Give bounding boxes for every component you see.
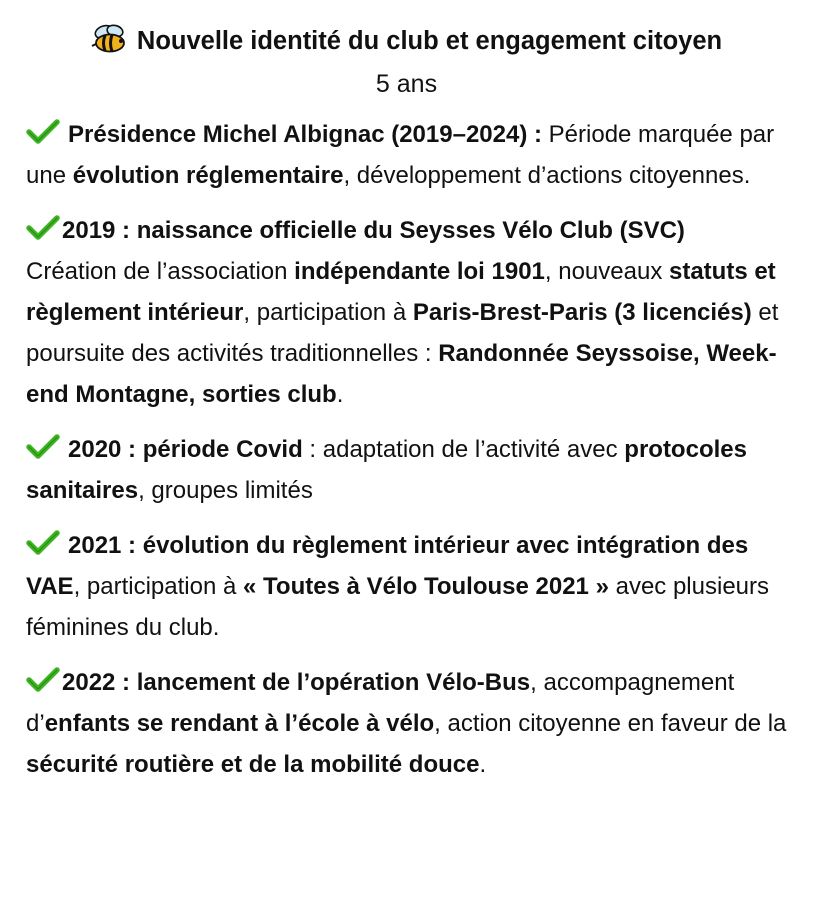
section-2019	[26, 210, 787, 415]
document-subtitle: 5 ans	[375, 70, 438, 98]
section-bold: sécurité routière et de la mobilité douce	[26, 751, 480, 778]
section-lead: 2019 : naissance officielle du Seysses Vélo Club (SVC)	[62, 217, 685, 244]
section-2022	[26, 662, 787, 785]
section-text: , développement d’actions citoyennes.	[343, 162, 751, 189]
section-bold: statuts et règlement intérieur	[26, 258, 776, 326]
section-2021	[26, 525, 787, 648]
section-lead: Présidence Michel Albignac (2019–2024) :	[68, 121, 542, 148]
section-bold: enfants se rendant à l’école à vélo	[44, 710, 435, 737]
section-text: , accompagnement d’	[26, 669, 735, 737]
section-text: Création de l’association	[26, 258, 295, 285]
section-text: , nouveaux	[544, 258, 669, 285]
section-text: et poursuite des activités traditionnelles :	[26, 299, 779, 367]
section-text: avec plusieurs féminines du club.	[26, 573, 769, 641]
section-text: , action citoyenne en faveur de la	[434, 710, 787, 737]
section-text: , groupes limités	[138, 477, 313, 504]
title-text: Nouvelle identité du club et engagement citoyen	[136, 27, 723, 55]
section-bold: Randonnée Seyssoise, Week-end Montagne, sorties club	[26, 340, 777, 408]
section-bold: évolution réglementaire	[72, 162, 344, 189]
section-lead: 2022 : lancement de l’opération Vélo-Bus	[62, 669, 531, 696]
section-text: , participation à	[243, 299, 413, 326]
section-lead: 2021 : évolution du règlement intérieur avec intégration des VAE	[26, 532, 749, 600]
section-bold: indépendante loi 1901	[294, 258, 545, 285]
check-mark-icon	[26, 667, 60, 693]
section-2020	[26, 429, 787, 511]
check-mark-icon	[26, 215, 60, 241]
section-text: Période marquée par une	[26, 121, 775, 189]
section-presidence	[26, 114, 787, 196]
section-text: , participation à	[73, 573, 244, 600]
section-lead: 2020 : période Covid	[68, 436, 303, 463]
section-bold: protocoles sanitaires	[26, 436, 747, 504]
check-mark-icon	[26, 119, 60, 145]
section-bold: Paris-Brest-Paris (3 licenciés)	[412, 299, 752, 326]
document-title	[26, 0, 787, 62]
bee-icon	[91, 24, 129, 62]
check-mark-icon	[26, 434, 60, 460]
section-text: .	[479, 751, 487, 778]
check-mark-icon	[26, 530, 60, 556]
section-text: .	[336, 381, 344, 408]
section-bold: « Toutes à Vélo Toulouse 2021 »	[243, 573, 609, 600]
section-text: : adaptation de l’activité avec	[302, 436, 625, 463]
